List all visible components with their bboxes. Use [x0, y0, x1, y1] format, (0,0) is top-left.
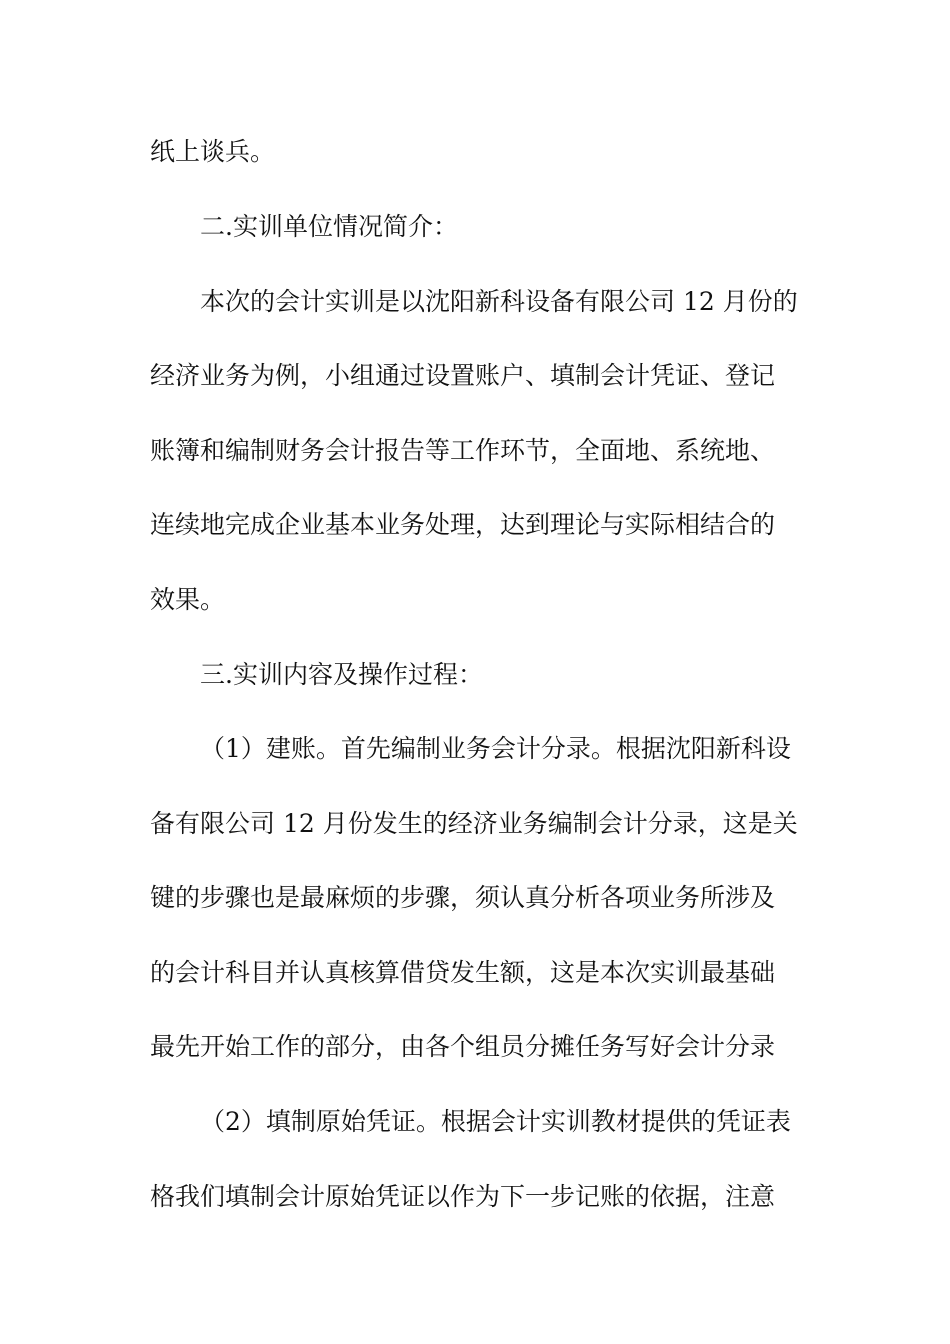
- text-line: 备有限公司 12 月份发生的经济业务编制会计分录，这是关: [150, 809, 798, 838]
- text-line: 效果。: [150, 585, 226, 614]
- text-line: 本次的会计实训是以沈阳新科设备有限公司 12 月份的: [200, 287, 798, 316]
- text-line: （2）填制原始凭证。根据会计实训教材提供的凭证表: [200, 1107, 791, 1136]
- text-line: 的会计科目并认真核算借贷发生额，这是本次实训最基础: [150, 958, 776, 987]
- section-heading: 三.实训内容及操作过程：: [200, 660, 483, 689]
- text-line: 最先开始工作的部分，由各个组员分摊任务写好会计分录: [150, 1032, 776, 1061]
- text-line: 格我们填制会计原始凭证以作为下一步记账的依据，注意: [150, 1182, 776, 1211]
- text-line: （1）建账。首先编制业务会计分录。根据沈阳新科设: [200, 734, 791, 763]
- text-line: 账簿和编制财务会计报告等工作环节，全面地、系统地、: [150, 436, 776, 465]
- section-heading: 二.实训单位情况简介：: [200, 212, 458, 241]
- text-line: 经济业务为例，小组通过设置账户、填制会计凭证、登记: [150, 361, 776, 390]
- text-line: 连续地完成企业基本业务处理，达到理论与实际相结合的: [150, 510, 776, 539]
- text-line: 纸上谈兵。: [150, 137, 276, 166]
- text-line: 键的步骤也是最麻烦的步骤，须认真分析各项业务所涉及: [150, 883, 776, 912]
